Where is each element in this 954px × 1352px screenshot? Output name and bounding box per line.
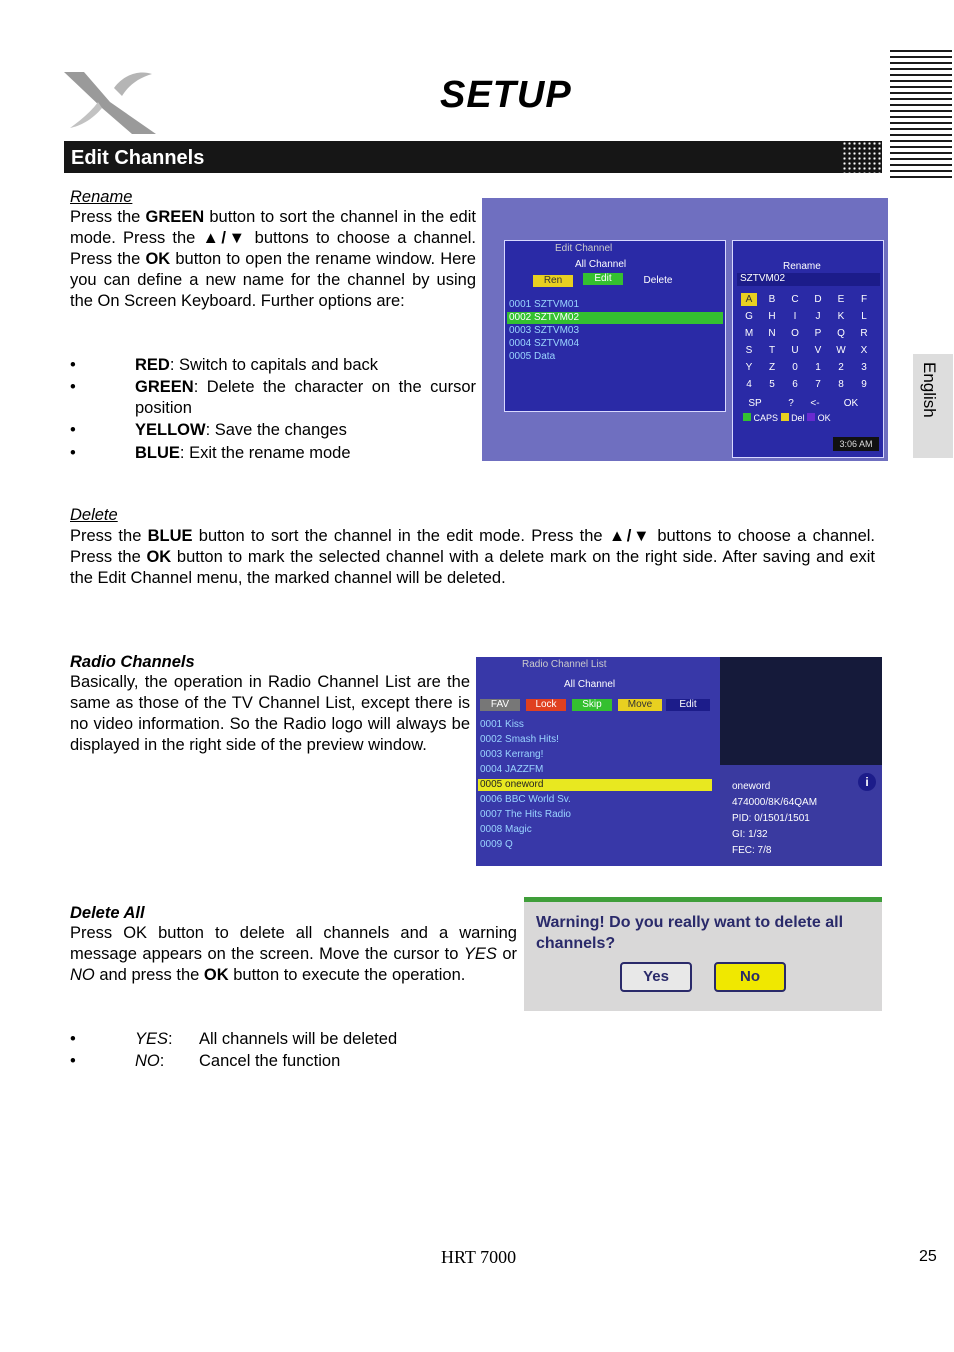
list-item: • YES: All channels will be deleted <box>70 1030 398 1048</box>
keyboard-key[interactable]: R <box>860 328 868 339</box>
radio-body: Basically, the operation in Radio Channel List are the same as those of the TV Channel List, except there is no video information. So the Radio logo will always be displayed in the right side of the preview window. <box>70 673 470 754</box>
delete-all-heading: Delete All <box>70 904 145 922</box>
list-item: 0004 SZTVM04 <box>509 338 580 349</box>
list-item: • BLUE: Exit the rename mode <box>70 444 351 462</box>
keyboard-key[interactable]: 5 <box>769 379 775 390</box>
keyboard-key[interactable]: B <box>768 294 776 305</box>
language-label: English <box>920 362 939 418</box>
keyboard-key[interactable]: F <box>860 294 868 305</box>
group-label: All Channel <box>575 259 627 270</box>
list-item: • YELLOW: Save the changes <box>70 421 347 439</box>
list-item: 0003 SZTVM03 <box>509 325 580 336</box>
decorative-dots <box>842 141 882 173</box>
list-item[interactable]: 0007 The Hits Radio <box>480 809 571 820</box>
keyboard-key[interactable]: Z <box>768 362 776 373</box>
delete-button: Delete <box>643 275 673 286</box>
list-item: 0001 SZTVM01 <box>509 299 580 310</box>
skip-button: Skip <box>572 699 612 711</box>
keyboard-key[interactable]: U <box>791 345 799 356</box>
edit-button: Edit <box>583 273 623 285</box>
page-number: 25 <box>919 1248 937 1265</box>
keyboard-key[interactable]: A <box>741 293 757 306</box>
radio-heading: Radio Channels <box>70 653 195 671</box>
radio-channel-screenshot <box>476 657 882 866</box>
edit-button: Edit <box>666 699 710 711</box>
keyboard-key[interactable]: Y <box>745 362 753 373</box>
keyboard-key[interactable]: C <box>791 294 799 305</box>
no-button[interactable]: No <box>714 962 786 992</box>
rename-body: Press the GREEN button to sort the channel in the edit mode. Press the ▲/▼ buttons to choose a channel. Press the OK button to open the rename window. Here you can define a new name for the channel by using the On Screen Keyboard. Further options are: <box>70 208 476 310</box>
info-line: PID: 0/1501/1501 <box>732 813 810 824</box>
decorative-stripes <box>890 50 952 178</box>
edit-channel-screenshot <box>482 198 888 461</box>
keyboard-key[interactable]: 9 <box>861 379 867 390</box>
list-item[interactable]: 0005 oneword <box>478 779 712 791</box>
delete-all-body: Press OK button to delete all channels and a warning message appears on the screen. Move the cursor to YES or NO and press the OK button to execute the operation. <box>70 924 517 984</box>
keyboard-key[interactable]: L <box>861 311 867 322</box>
keyboard-key[interactable]: 6 <box>792 379 798 390</box>
keyboard-key[interactable]: Q <box>837 328 845 339</box>
keyboard-key[interactable]: X <box>860 345 868 356</box>
group-label: All Channel <box>564 679 616 690</box>
ok-key: OK <box>843 398 859 409</box>
legend: CAPS Del OK <box>743 413 831 423</box>
list-item: 0002 SZTVM02 <box>507 312 723 324</box>
move-button: Move <box>618 699 662 711</box>
question-key: ? <box>788 398 794 409</box>
preview-window <box>720 657 882 765</box>
info-line: 474000/8K/64QAM <box>732 797 818 808</box>
list-item[interactable]: 0004 JAZZFM <box>480 764 544 775</box>
keyboard-key[interactable]: K <box>837 311 845 322</box>
warning-message: Warning! Do you really want to delete all channels? <box>536 914 844 952</box>
keyboard-key[interactable]: 8 <box>838 379 844 390</box>
brand-logo <box>62 68 162 138</box>
keyboard-key[interactable]: T <box>768 345 776 356</box>
list-item: • RED: Switch to capitals and back <box>70 356 379 374</box>
warning-dialog-screenshot <box>524 897 882 1011</box>
keyboard-key[interactable]: H <box>768 311 776 322</box>
keyboard-key[interactable]: O <box>791 328 799 339</box>
keyboard-key[interactable]: 7 <box>815 379 821 390</box>
ren-button: Ren <box>533 275 573 287</box>
info-line: FEC: 7/8 <box>732 845 772 856</box>
keyboard-key[interactable]: 1 <box>815 362 821 373</box>
keyboard-key[interactable]: N <box>768 328 776 339</box>
delete-heading: Delete <box>70 506 118 524</box>
rename-input: SZTVM02 <box>737 273 880 286</box>
keyboard-key[interactable]: 3 <box>861 362 867 373</box>
keyboard-key[interactable]: P <box>814 328 822 339</box>
keyboard-key[interactable]: 0 <box>792 362 798 373</box>
screen-title: Radio Channel List <box>522 659 607 670</box>
language-tab[interactable] <box>913 354 953 458</box>
keyboard-key[interactable]: I <box>793 311 797 322</box>
delete-body: Press the BLUE button to sort the channel in the edit mode. Press the ▲/▼ buttons to choose a channel. Press the OK button to mark the selected channel with a delete mark on the right side. After saving and exit the Edit Channel menu, the marked channel will be deleted. <box>70 527 875 587</box>
list-item[interactable]: 0003 Kerrang! <box>480 749 544 760</box>
section-header <box>64 141 882 173</box>
keyboard-key[interactable]: 2 <box>838 362 844 373</box>
space-key: SP <box>748 398 762 409</box>
list-item[interactable]: 0002 Smash Hits! <box>480 734 559 745</box>
info-line: oneword <box>732 781 771 792</box>
keyboard-key[interactable]: G <box>745 311 753 322</box>
keyboard-key[interactable]: V <box>814 345 822 356</box>
keyboard-key[interactable]: J <box>815 311 821 322</box>
rename-title: Rename <box>783 261 821 272</box>
list-item: • GREEN: Delete the character on the cursor position <box>70 378 476 417</box>
clock: 3:06 AM <box>833 437 879 451</box>
lock-button: Lock <box>526 699 566 711</box>
keyboard-key[interactable]: D <box>814 294 822 305</box>
backspace-key: <- <box>810 398 820 409</box>
info-icon: i <box>858 773 876 791</box>
info-line: GI: 1/32 <box>732 829 768 840</box>
list-item: 0005 Data <box>509 351 556 362</box>
rename-heading: Rename <box>70 188 133 206</box>
yes-button[interactable]: Yes <box>620 962 692 992</box>
list-item[interactable]: 0001 Kiss <box>480 719 524 730</box>
model-name: HRT 7000 <box>441 1247 517 1267</box>
page-title: SETUP <box>440 74 572 116</box>
keyboard-key[interactable]: W <box>836 345 846 356</box>
list-item[interactable]: 0009 Q <box>480 839 513 850</box>
list-item: • NO: Cancel the function <box>70 1052 341 1070</box>
section-title: Edit Channels <box>71 147 205 169</box>
screen-title: Edit Channel <box>555 243 613 254</box>
info-panel <box>720 765 882 866</box>
keyboard-key[interactable]: E <box>837 294 845 305</box>
list-item[interactable]: 0008 Magic <box>480 824 532 835</box>
list-item[interactable]: 0006 BBC World Sv. <box>480 794 571 805</box>
keyboard-key[interactable]: 4 <box>746 379 752 390</box>
fav-button: FAV <box>480 699 520 711</box>
keyboard-key[interactable]: M <box>744 328 754 339</box>
keyboard-key[interactable]: S <box>745 345 753 356</box>
